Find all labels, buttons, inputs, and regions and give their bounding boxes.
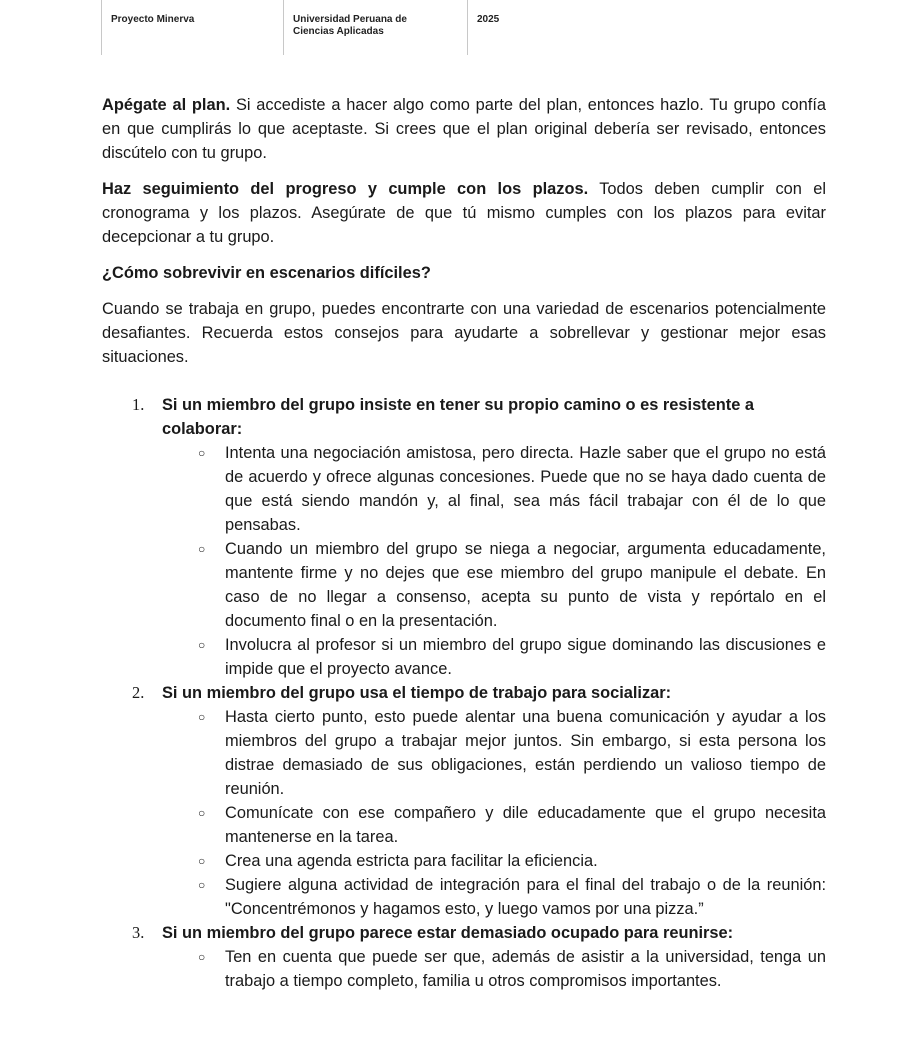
sub-item-text: Comunícate con ese compañero y dile educadamente que el grupo necesita mantenerse en la tarea. (225, 804, 826, 846)
sub-list-item (162, 945, 826, 993)
sub-item-text: Sugiere alguna actividad de integración para el final del trabajo o de la reunión: "Concentrémonos y hagamos esto, y luego vamos por una pizza.” (225, 876, 826, 918)
item-title: Si un miembro del grupo insiste en tener su propio camino o es resistente a colaborar: (162, 396, 755, 438)
sub-item-text: Hasta cierto punto, esto puede alentar una buena comunicación y ayudar a los miembros del grupo a trabajar mejor juntos. Sin embargo, si esta persona los distrae demasiado de sus obligaciones, están perdiendo un valioso tiempo de reunión. (225, 708, 826, 798)
sub-item-text: Intenta una negociación amistosa, pero directa. Hazle saber que el grupo no está de acuerdo y ofrece algunas concesiones. Puede que no se haya dado cuenta de que está siendo mandón y, al final, sea más fácil trabajar con él de lo que pensabas. (225, 444, 826, 534)
sub-list-item (162, 705, 826, 801)
sub-list (162, 705, 826, 921)
section-heading: ¿Cómo sobrevivir en escenarios difíciles? (102, 264, 431, 282)
tips-list (102, 393, 826, 993)
header-university-line2: Ciencias Aplicadas (293, 26, 384, 37)
sub-list-item (162, 537, 826, 633)
item-number: 1. (132, 395, 145, 414)
item-number: 2. (132, 683, 145, 702)
header-divider (467, 0, 468, 55)
bullet-icon: ○ (198, 446, 206, 460)
sub-list (162, 441, 826, 681)
header-divider (101, 0, 102, 55)
header-university (293, 14, 407, 66)
sub-item-text: Crea una agenda estricta para facilitar la eficiencia. (225, 852, 598, 870)
bullet-icon: ○ (198, 638, 206, 652)
sub-item-text: Ten en cuenta que puede ser que, además de asistir a la universidad, tenga un trabajo a tiempo completo, familia u otros compromisos importantes. (225, 948, 826, 990)
bullet-icon: ○ (198, 950, 206, 964)
paragraph-text: Todos deben cumplir con el cronograma y los plazos. Asegúrate de que tú mismo cumples con los plazos para evitar decepcionar a tu grupo. (102, 180, 826, 246)
sub-item-text: Involucra al profesor si un miembro del grupo sigue dominando las discusiones e impide que el proyecto avance. (225, 636, 826, 678)
header-divider (283, 0, 284, 55)
sub-list-item (162, 633, 826, 681)
sub-list-item (162, 801, 826, 849)
list-item (102, 393, 826, 681)
paragraph (102, 93, 826, 165)
bullet-icon: ○ (198, 854, 206, 868)
sub-list (162, 945, 826, 993)
sub-list-item (162, 849, 826, 873)
paragraph-lead: Haz seguimiento del progreso y cumple con los plazos. (102, 180, 589, 198)
sub-list-item (162, 441, 826, 537)
sub-item-text: Cuando un miembro del grupo se niega a negociar, argumenta educadamente, mantente firme y no dejes que ese miembro del grupo manipule el debate. En caso de no llegar a consenso, acepta su punto de vista y repórtalo en el documento final o en la presentación. (225, 540, 826, 630)
document-body (102, 93, 826, 993)
item-number: 3. (132, 923, 145, 942)
paragraph (102, 177, 826, 249)
paragraph-text: Si accediste a hacer algo como parte del plan, entonces hazlo. Tu grupo confía en que cumplirás lo que aceptaste. Si crees que el plan original debería ser revisado, entonces discútelo con tu grupo. (102, 96, 826, 162)
item-title: Si un miembro del grupo parece estar demasiado ocupado para reunirse: (162, 924, 734, 942)
bullet-icon: ○ (198, 878, 206, 892)
header-project: Proyecto Minerva (111, 14, 195, 25)
sub-list-item (162, 873, 826, 921)
paragraph-lead: Apégate al plan. (102, 96, 231, 114)
list-item (102, 681, 826, 921)
bullet-icon: ○ (198, 710, 206, 724)
bullet-icon: ○ (198, 542, 206, 556)
header-university-line1: Universidad Peruana de (293, 14, 407, 25)
section-intro: Cuando se trabaja en grupo, puedes encontrarte con una variedad de escenarios potencialmente desafiantes. Recuerda estos consejos para ayudarte a sobrellevar y gestionar mejor esas situaciones. (102, 300, 826, 366)
list-item (102, 921, 826, 993)
bullet-icon: ○ (198, 806, 206, 820)
page-header (0, 0, 906, 60)
header-year: 2025 (477, 14, 500, 25)
item-title: Si un miembro del grupo usa el tiempo de trabajo para socializar: (162, 684, 672, 702)
